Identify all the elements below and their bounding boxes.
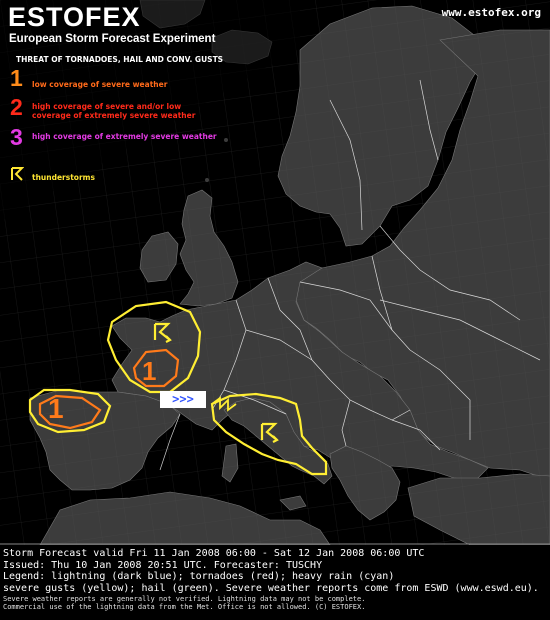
legend-text-2: high coverage of severe and/or low coverage of extremely severe weather (32, 102, 196, 120)
disclaimer-1: Severe weather reports are generally not verified. Lightning data may not be complete. (3, 594, 366, 603)
legend-number-2: 2 (10, 94, 23, 120)
forecast-legend-line-2: severe gusts (yellow); hail (green). Severe weather reports come from ESWD (www.eswd.eu). (3, 583, 539, 595)
forecast-info (3, 548, 549, 611)
legend-number-1: 1 (10, 65, 23, 91)
brand-subtitle: European Storm Forecast Experiment (9, 33, 216, 45)
movement-arrow-label: >>> (160, 391, 206, 408)
forecast-valid: Storm Forecast valid Fri 11 Jan 2008 06:00 - Sat 12 Jan 2008 06:00 UTC (3, 548, 425, 559)
legend-text-1: low coverage of severe weather (32, 80, 168, 89)
forecast-legend-line: Legend: lightning (dark blue); tornadoes (red); heavy rain (cyan) (3, 571, 395, 583)
thunderstorm-icon (10, 166, 24, 182)
forecast-issued: Issued: Thu 10 Jan 2008 20:51 UTC. Forecaster: TUSCHY (3, 559, 323, 571)
map-label-level1-france: 1 (142, 356, 157, 386)
legend-title: THREAT OF TORNADOES, HAIL AND CONV. GUSTS (16, 55, 224, 64)
brand-logo: ESTOFEX (8, 2, 141, 32)
map-label-level1-spain: 1 (48, 393, 64, 424)
legend-text-3: high coverage of extremely severe weather (32, 132, 217, 141)
legend-text-thunderstorms: thunderstorms (32, 173, 95, 182)
website-label: www.estofex.org (441, 6, 541, 19)
disclaimer-2: Commercial use of the lightning data from the Met. Office is not allowed. (C) ESTOFEX. (3, 603, 366, 612)
legend-number-3: 3 (10, 124, 23, 150)
